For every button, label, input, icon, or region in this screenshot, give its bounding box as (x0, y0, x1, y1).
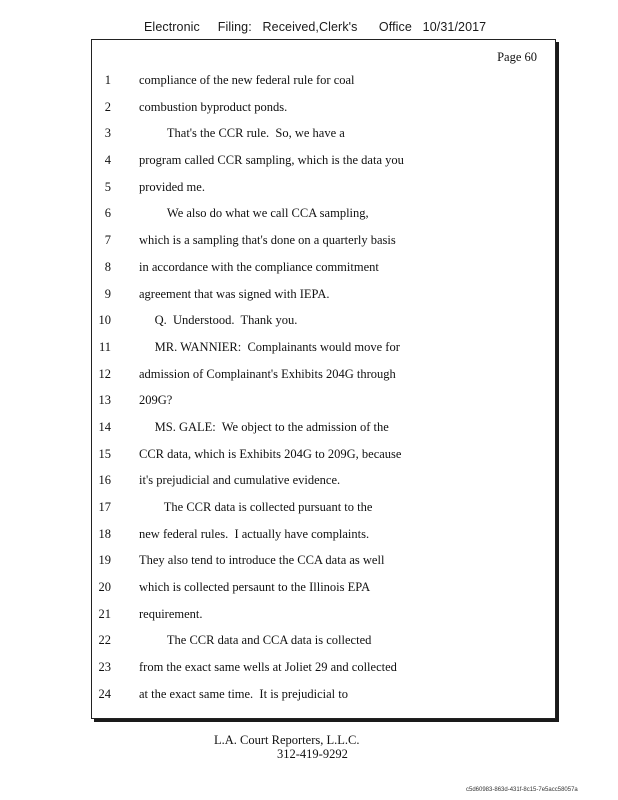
transcript-line (0, 681, 618, 708)
transcript-line (0, 174, 618, 201)
line-number: 21 (98, 606, 111, 621)
line-text: The CCR data and CCA data is collected (139, 633, 372, 648)
line-text: The CCR data is collected pursuant to the (139, 500, 373, 514)
line-number: 12 (98, 366, 111, 381)
line-text: We also do what we call CCA sampling, (139, 206, 369, 221)
line-number: 2 (104, 99, 111, 114)
transcript-line (0, 120, 618, 147)
line-text: compliance of the new federal rule for coal (139, 73, 355, 87)
transcript-line (0, 361, 618, 388)
transcript-line (0, 147, 618, 174)
transcript-line (0, 94, 618, 121)
transcript-line (0, 307, 618, 334)
line-number: 16 (98, 473, 111, 488)
line-text: it's prejudicial and cumulative evidence. (139, 473, 341, 488)
line-number: 23 (98, 660, 111, 675)
line-number: 18 (98, 526, 111, 541)
transcript-line (0, 601, 618, 628)
line-number: 10 (98, 313, 111, 328)
line-text: which is a sampling that's done on a quarterly basis (139, 233, 396, 248)
line-number: 8 (104, 259, 111, 274)
line-number: 22 (98, 633, 111, 648)
transcript-lines (0, 67, 618, 708)
line-text: 209G? (139, 393, 173, 408)
line-text: from the exact same wells at Joliet 29 and collected (139, 660, 397, 675)
transcript-line (0, 67, 618, 94)
transcript-line (0, 387, 618, 414)
transcript-line (0, 281, 618, 308)
transcript-line (0, 467, 618, 494)
line-number: 11 (98, 339, 111, 354)
line-text: provided me. (139, 179, 205, 194)
transcript-line (0, 574, 618, 601)
line-number: 7 (104, 233, 111, 248)
line-text: program called CCR sampling, which is the data you (139, 153, 404, 168)
line-text: MS. GALE: We object to the admission of the (139, 419, 389, 434)
line-number: 24 (98, 686, 111, 701)
line-number: 9 (104, 286, 111, 301)
line-text: agreement that was signed with IEPA. (139, 286, 330, 301)
transcript-line (0, 441, 618, 468)
line-number: 17 (98, 500, 111, 514)
line-text: requirement. (139, 606, 203, 621)
line-number: 15 (98, 446, 111, 461)
line-text: They also tend to introduce the CCA data as well (139, 553, 385, 568)
electronic-filing-stamp: Electronic Filing: Received,Clerk's Office 10/31/2017 (144, 20, 487, 34)
line-number: 13 (98, 393, 111, 408)
line-text: Q. Understood. Thank you. (139, 313, 298, 328)
line-number: 3 (104, 126, 111, 141)
document-id: c5d60983-863d-431f-8c15-7e5acc58057a (466, 787, 578, 793)
line-text: That's the CCR rule. So, we have a (139, 126, 345, 141)
line-text: CCR data, which is Exhibits 204G to 209G, because (139, 446, 402, 461)
court-reporter-phone: 312-419-9292 (277, 747, 348, 761)
line-number: 4 (104, 153, 111, 168)
line-text: at the exact same time. It is prejudicial to (139, 686, 348, 701)
line-text: admission of Complainant's Exhibits 204G through (139, 366, 396, 381)
transcript-line (0, 627, 618, 654)
transcript-line (0, 414, 618, 441)
transcript-line (0, 494, 618, 521)
transcript-line (0, 227, 618, 254)
transcript-line (0, 200, 618, 227)
line-number: 14 (98, 419, 111, 434)
transcript-line (0, 254, 618, 281)
line-text: in accordance with the compliance commitment (139, 259, 379, 274)
line-text: MR. WANNIER: Complainants would move for (139, 339, 400, 354)
transcript-line (0, 334, 618, 361)
line-number: 20 (98, 580, 111, 595)
line-number: 6 (104, 206, 111, 221)
line-number: 5 (104, 179, 111, 194)
transcript-line (0, 654, 618, 681)
line-number: 19 (98, 553, 111, 568)
line-text: new federal rules. I actually have complaints. (139, 526, 370, 541)
court-reporter-name: L.A. Court Reporters, L.L.C. (214, 733, 360, 747)
page-number: Page 60 (497, 50, 537, 64)
line-text: which is collected persaunt to the Illinois EPA (139, 580, 371, 595)
line-number: 1 (104, 73, 111, 87)
line-text: combustion byproduct ponds. (139, 99, 288, 114)
transcript-line (0, 521, 618, 548)
transcript-line (0, 547, 618, 574)
